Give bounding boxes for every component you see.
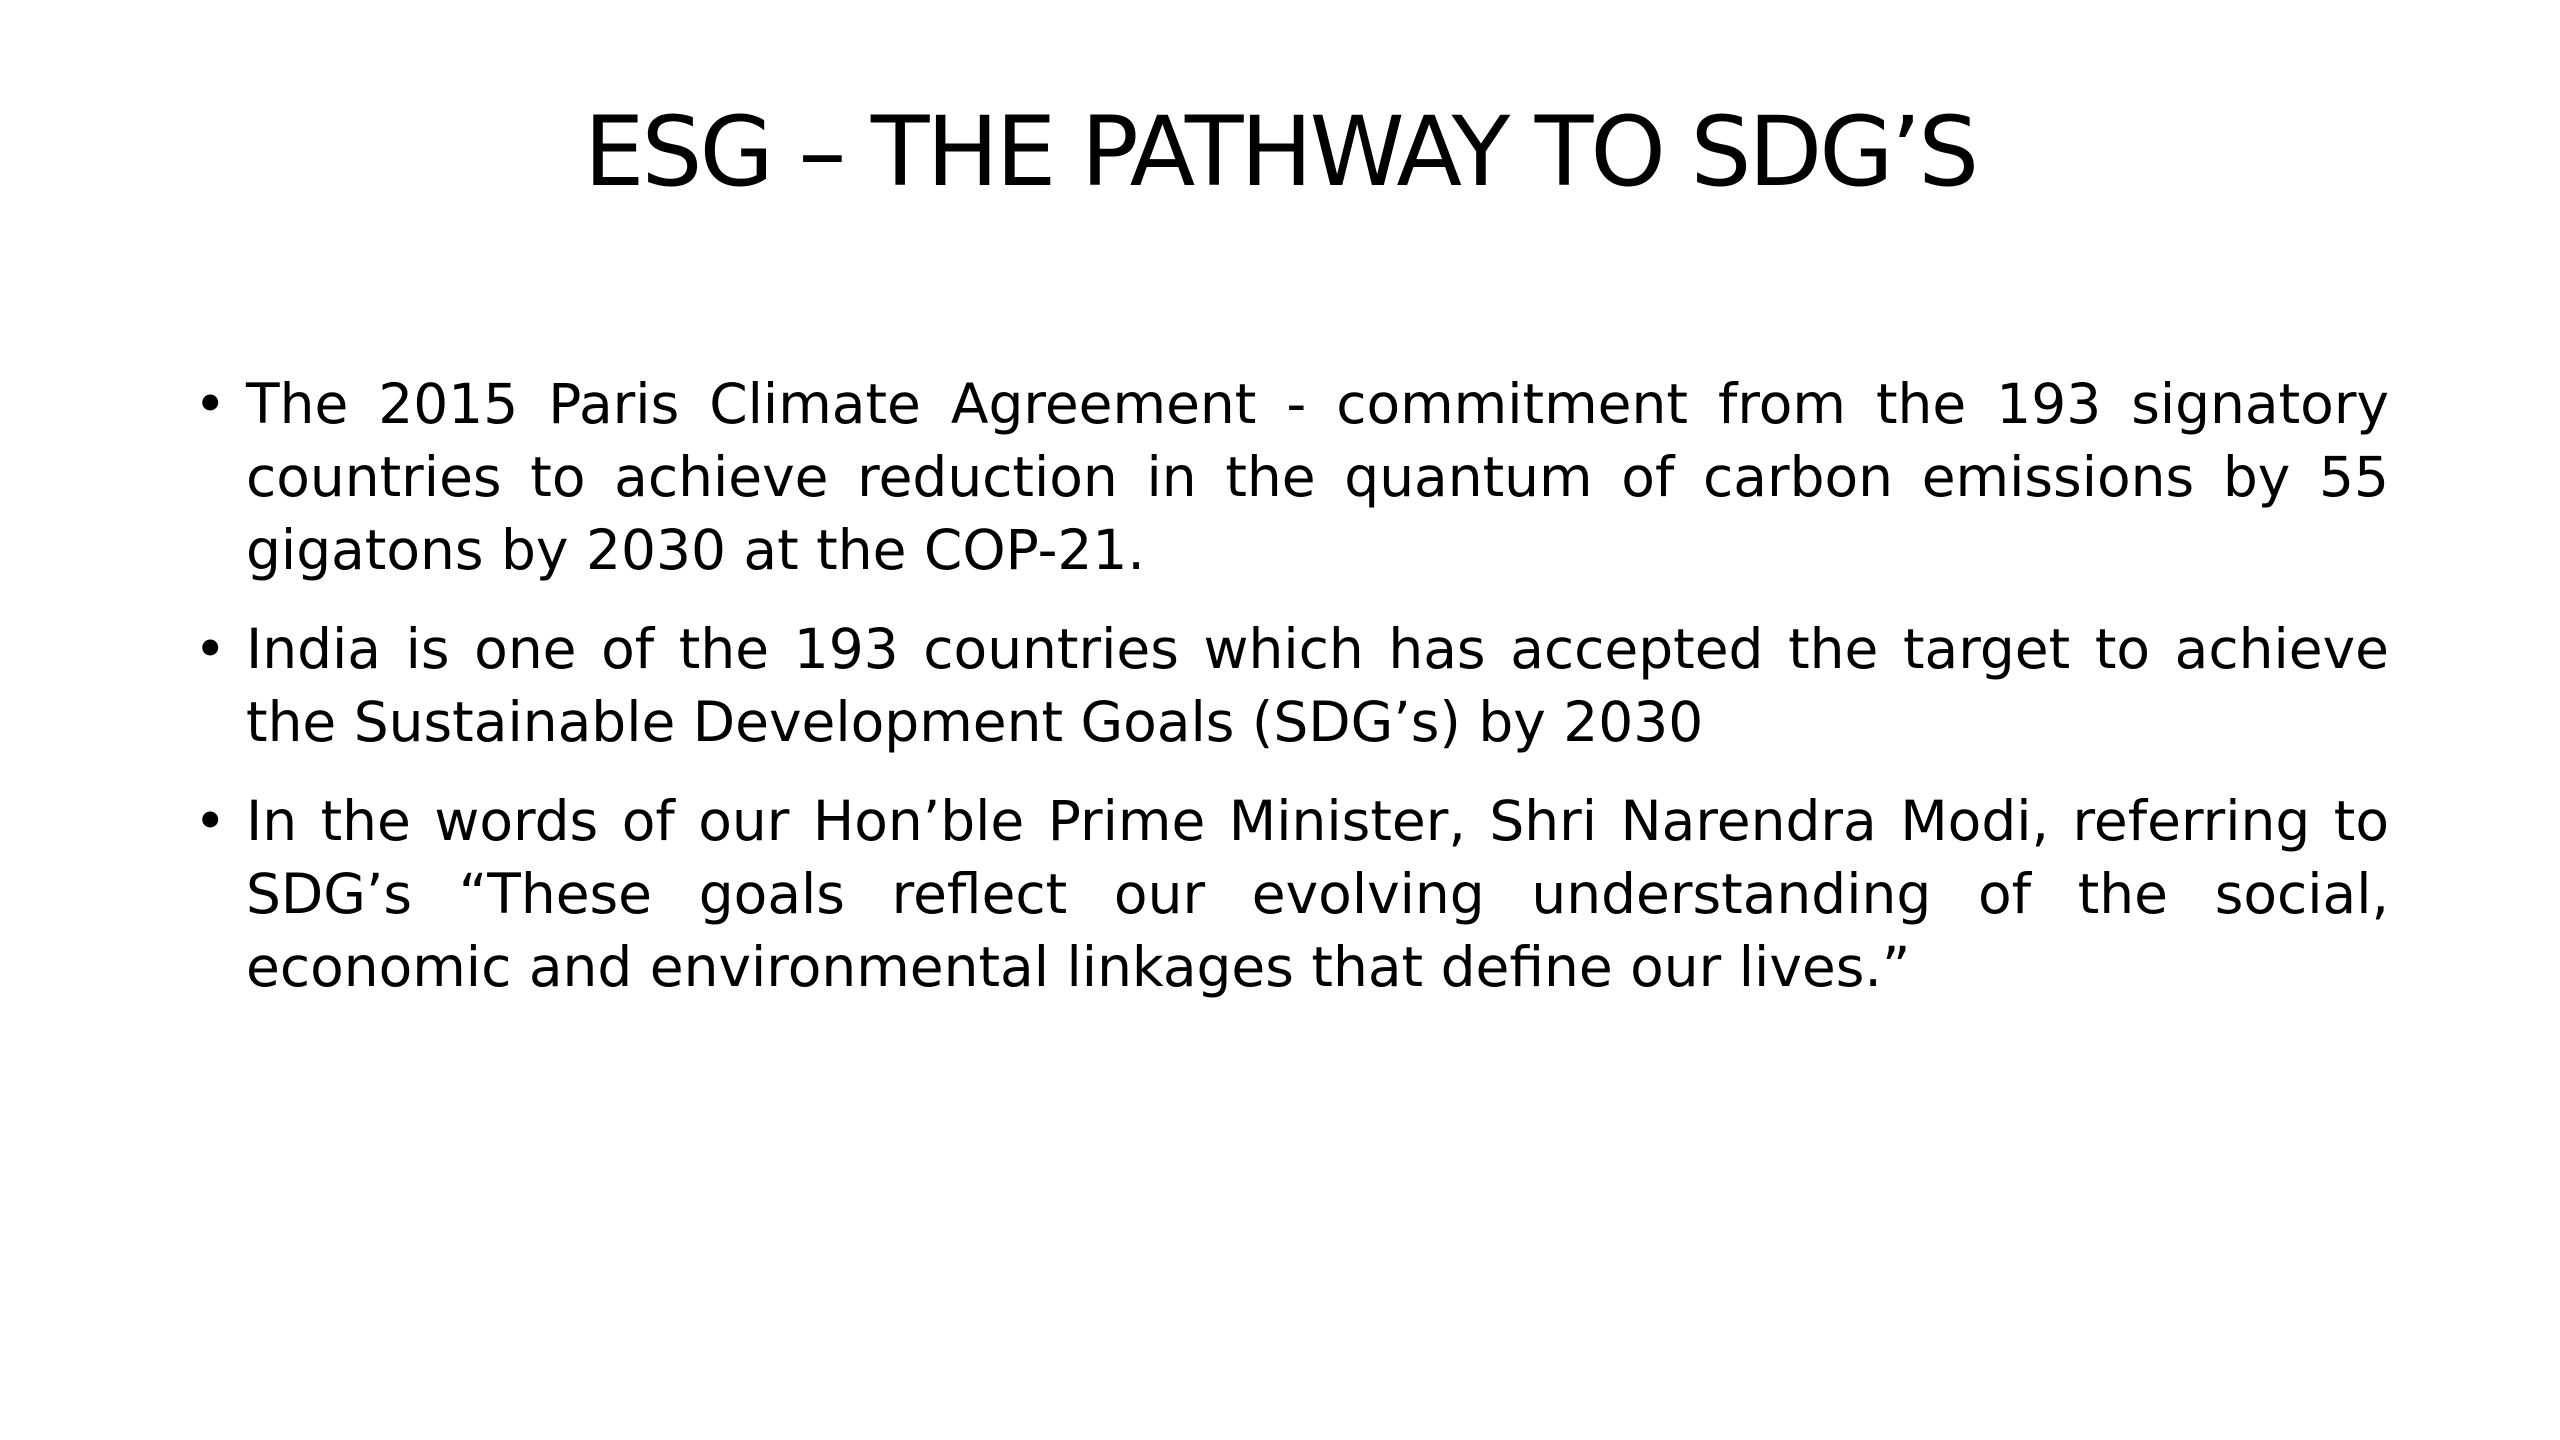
bullet-text: In the words of our Hon’ble Prime Minister, Shri Narendra Modi, referring to SDG’s “These goals reflect our evolving understanding of the social, economic and environmental linkages that define our lives.” xyxy=(246,789,2389,999)
bullet-item xyxy=(194,785,2389,1004)
bullet-dot-icon: • xyxy=(194,789,227,853)
bullet-list xyxy=(194,368,2389,1004)
bullet-dot-icon: • xyxy=(194,617,227,681)
bullet-dot-icon: • xyxy=(194,372,227,436)
slide-title: ESG – THE PATHWAY TO SDG’S xyxy=(583,96,1977,208)
bullet-item xyxy=(194,368,2389,587)
slide-content xyxy=(194,368,2389,1030)
bullet-text: The 2015 Paris Climate Agreement - commitment from the 193 signatory countries to achieve reduction in the quantum of carbon emissions by 55 gigatons by 2030 at the COP-21. xyxy=(246,372,2389,582)
bullet-text: India is one of the 193 countries which has accepted the target to achieve the Sustainable Development Goals (SDG’s) by 2030 xyxy=(246,617,2389,754)
bullet-item xyxy=(194,613,2389,759)
